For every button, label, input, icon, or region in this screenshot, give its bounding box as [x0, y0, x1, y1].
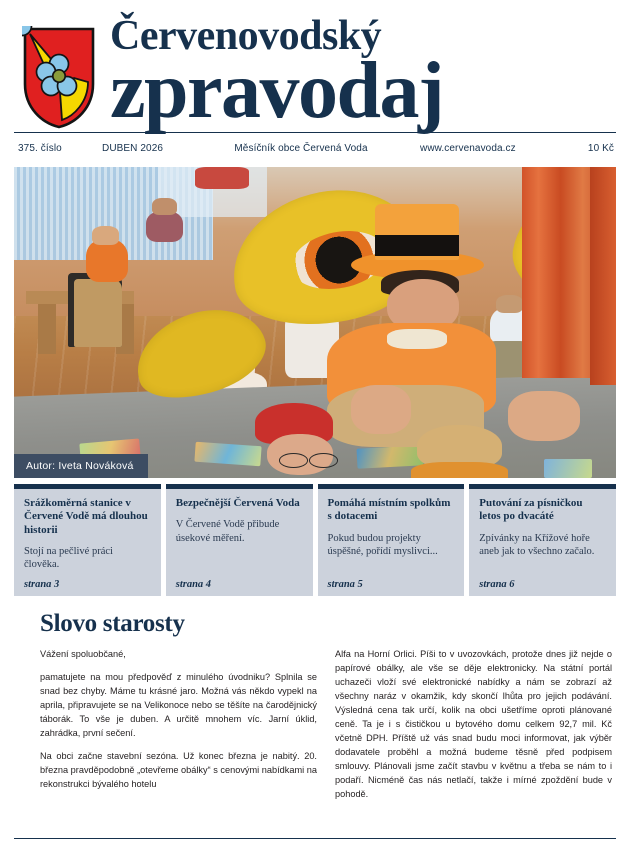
teaser-card-4[interactable]: [469, 484, 616, 596]
background-red-sleeve: [195, 167, 249, 189]
newspaper-title-top: Červenovodský: [110, 13, 382, 59]
teaser-card-1[interactable]: [14, 484, 161, 596]
issue-month: DUBEN 2026: [102, 142, 164, 154]
article-column-left: [40, 648, 317, 811]
bowtie: [387, 329, 447, 349]
background-person-head: [152, 198, 176, 215]
teaser-text: Stojí na pečlivé práci člověka.: [24, 546, 113, 571]
teaser-row: [14, 484, 616, 596]
background-boy-head: [496, 295, 523, 314]
glasses-icon: [279, 453, 308, 467]
article-heading: Slovo starosty: [40, 610, 185, 637]
cover-photo: [14, 167, 616, 478]
teaser-page-ref[interactable]: strana 6: [479, 579, 515, 590]
hat-band: [375, 235, 459, 255]
man-arm: [351, 385, 411, 435]
man-arm: [508, 391, 580, 441]
issue-number: 375. číslo: [18, 142, 62, 154]
teaser-page-ref[interactable]: strana 3: [24, 579, 60, 590]
teaser-title: Bezpečnější Červená Voda: [175, 497, 300, 509]
article-paragraph: Alfa na Horní Orlici. Píši to v uvozovkách, protože dnes již nejde o papírové obálky, ale vše se děje elektronicky. Na státní portál uchazeči vloží své elektronické nabídky a nám se zobrazí až všechny naráz v okamžik, kdy skončí lhůta pro jejich podávání. Výsledná cena tak určí, kolik na obci ušetříme oproti plánované ceně. Ta je i s čističkou u bytového domu celkem 92,7 mil. Kč včetně DPH. Příště už vás snad budu moci informovat, jak výběr dodavatele proběhl a možná budeme těsně před podpisem smlouvy. Plánovali jsme začít stavbu v květnu a třeba se nám to i podaří. Nicméně čas nás netlačí, takže i mírné zpoždění bude v pohodě.: [335, 649, 612, 799]
orange-curtain-edge: [590, 167, 616, 385]
child-body: [411, 462, 507, 478]
coat-of-arms-icon: [22, 26, 96, 130]
website-link[interactable]: www.cervenavoda.cz: [420, 142, 516, 154]
teaser-text: Zpívánky na Křížové hoře aneb jak to všechno začalo.: [479, 532, 595, 557]
teaser-card-2[interactable]: [166, 484, 313, 596]
info-bar: [14, 132, 616, 163]
article-paragraph: Na obci začne stavební sezóna. Už konec března je nabitý. 20. března pravděpodobně „otevřeme obálky“ s cenovými nabídkami na rekonstrukci bývalého hotelu: [40, 750, 317, 789]
teaser-card-3[interactable]: [318, 484, 465, 596]
cover-photo-scene: [14, 167, 616, 478]
table-leg: [38, 304, 56, 354]
teaser-title: Pomáhá místním spolkům s dotacemi: [327, 497, 451, 523]
picture-card: [357, 445, 424, 469]
article-column-right: [335, 648, 612, 811]
issue-price: 10 Kč: [587, 142, 614, 154]
teaser-title: Putování za písničkou letos po dvacáté: [479, 497, 583, 523]
background-child: [86, 239, 128, 283]
teaser-page-ref[interactable]: strana 4: [175, 579, 212, 590]
teaser-page-ref[interactable]: strana 5: [327, 579, 363, 590]
picture-card: [544, 459, 592, 478]
background-person: [146, 211, 182, 242]
teaser-title: Srážkoměrná stanice v Červené Vodě má dlouhou historii: [24, 497, 148, 536]
main-article: [14, 610, 616, 811]
background-chair: [74, 279, 122, 347]
photo-credit: Autor: Iveta Nováková: [14, 454, 148, 478]
article-columns: [14, 648, 616, 811]
article-paragraph: Vážení spoluobčané,: [40, 649, 126, 659]
teaser-text: V Červené Vodě přibude úsekové měření.: [175, 519, 280, 544]
teaser-text: Pokud budou projekty úspěšné, pořídí myslivci...: [327, 532, 438, 557]
newspaper-title-main: zpravodaj: [110, 47, 444, 136]
glasses-icon: [309, 453, 338, 467]
masthead-title-block: [96, 13, 616, 136]
publication-description: Měsíčník obce Červená Voda: [234, 142, 368, 154]
background-child-head: [92, 226, 119, 245]
article-paragraph: pamatujete na mou předpověď z minulého úvodniku? Splnila se snad bez chyby. Máme tu krásné jaro. Možná vás někdo vypekl na aprila, připravujete se na Velikonoce nebo se těšíte na čarodějnický táborák. To vše je duben. A určitě mnohem víc. Jarní úklid, zahrádka, první sečení.: [40, 671, 317, 738]
footer-divider: [14, 838, 616, 839]
masthead: [0, 0, 630, 136]
